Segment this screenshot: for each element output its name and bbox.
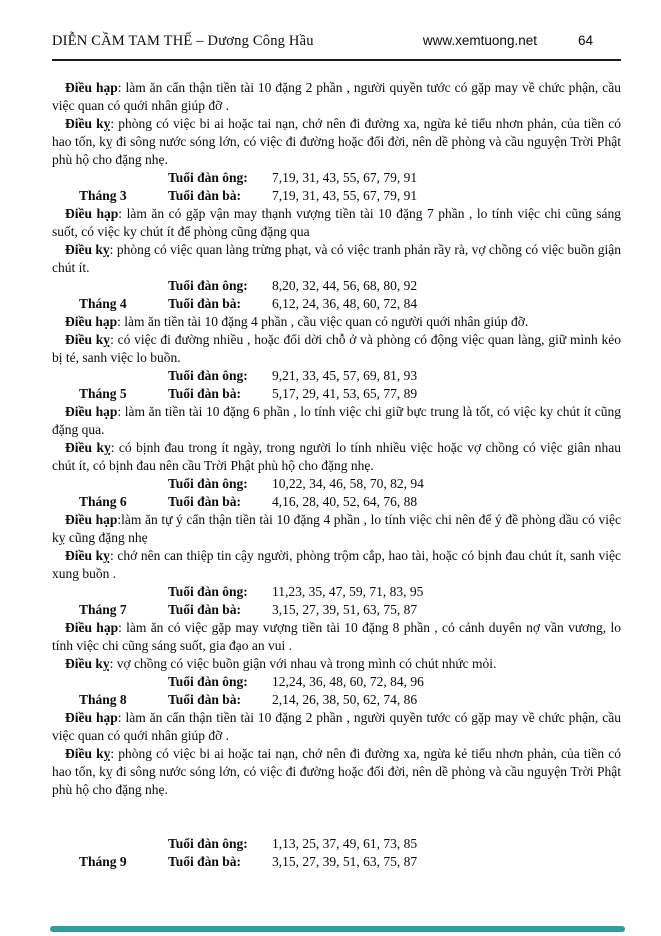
entry-label: Điều hạp [65,404,118,419]
ages-values: 12,24, 36, 48, 60, 72, 84, 96 [272,674,424,689]
month-label [52,277,168,295]
month-label: Tháng 3 [79,188,127,203]
month-label: Tháng 8 [79,692,127,707]
ages-row [52,169,621,187]
ages-label: Tuổi đàn ông: [168,368,248,383]
ages-values: 10,22, 34, 46, 58, 70, 82, 94 [272,476,424,491]
entry-text: : vợ chồng có việc buồn giận với nhau và trong mình có chút nhức mỏi. [109,656,497,671]
month-label: Tháng 5 [79,386,127,401]
dieu-ky-paragraph [52,745,621,799]
ages-label: Tuổi đàn bà: [168,494,242,509]
month-label: Tháng 4 [79,296,127,311]
month-label: Tháng 9 [79,854,127,869]
entry-label: Điều hạp [65,620,119,635]
ages-values: 8,20, 32, 44, 56, 68, 80, 92 [272,278,418,293]
dieu-ky-paragraph [52,115,621,169]
entry-label: Điều hạp [65,710,118,725]
ages-label: Tuổi đàn ông: [168,170,248,185]
ages-row [52,277,621,295]
entry-text: :làm ăn tự ý cẩn thận tiền tài 10 đặng 4 phần , lo tính việc chi nên để ý đề phòng dầu có việc kỵ cũng đặng nhẹ [52,512,621,545]
ages-row [52,187,621,205]
ages-values: 7,19, 31, 43, 55, 67, 79, 91 [272,170,418,185]
entry-label: Điều kỵ [65,746,111,761]
ages-row [52,367,621,385]
ages-row [52,853,621,871]
entry-label: Điều kỵ [65,242,110,257]
entry-label: Điều kỵ [65,548,110,563]
document-body [52,79,621,871]
ages-row [52,475,621,493]
ages-row [52,691,621,709]
entry-label: Điều hạp [65,512,118,527]
entry-label: Điều kỵ [65,440,111,455]
entry-text: : chớ nên can thiệp tin cậy người, phòng trộm cắp, hao tài, hoặc có bịnh đau chút ít, sanh việc xung buồn . [52,548,622,581]
ages-values: 11,23, 35, 47, 59, 71, 83, 95 [272,584,424,599]
ages-label: Tuổi đàn bà: [168,188,242,203]
ages-label: Tuổi đàn ông: [168,836,248,851]
entry-text: : có bịnh đau trong ít ngày, trong người lo tính nhiều việc hoặc vợ chồng có việc giân nhau chút ít, có bịnh đau nên cầu Trời Phật phù hộ cho đặng nhẹ. [52,440,621,473]
horizontal-scrollbar-thumb[interactable] [50,926,625,932]
website-url[interactable]: www.xemtuong.net [422,33,537,48]
ages-row [52,583,621,601]
dieu-hap-paragraph [52,313,621,331]
dieu-ky-paragraph [52,655,621,673]
month-label: Tháng 6 [79,494,127,509]
entry-text: : làm ăn cẩn thận tiền tài 10 đặng 2 phần , người quyền tước có gặp may về chức phận, cầu việc quan có quới nhân giúp đỡ . [52,80,621,113]
entry-text: : làm ăn tiền tài 10 đặng 6 phần , lo tính việc chi giữ bực trung là tốt, có việc ky chút ít cũng đặng qua. [52,404,621,437]
month-label [52,475,168,493]
month-label [52,169,168,187]
dieu-ky-paragraph [52,439,621,475]
entry-text: : phòng có việc bi ai hoặc tai nạn, chớ nên đi đường xa, ngừa kẻ tiểu nhơn phản, của tiền có hao tốn, kỵ đi sông nước sóng lớn, có việc đi đường hoặc đổi đời, nên dề phòng và cầu nguyện Trời Phật phù hộ cho đặng nhẹ. [52,746,622,797]
ages-values: 1,13, 25, 37, 49, 61, 73, 85 [272,836,418,851]
ages-values: 2,14, 26, 38, 50, 62, 74, 86 [272,692,418,707]
ages-values: 3,15, 27, 39, 51, 63, 75, 87 [272,854,418,869]
entry-label: Điều kỵ [65,332,111,347]
ages-row [52,601,621,619]
entry-text: : làm ăn có gặp vận may thạnh vượng tiền tài 10 đặng 7 phần , lo tính việc chi cũng sáng suốt, có việc ky chút ít để phòng cũng đặng qua [52,206,621,239]
entry-label: Điều hạp [65,80,118,95]
dieu-hap-paragraph [52,619,621,655]
ages-label: Tuổi đàn ông: [168,584,248,599]
dieu-hap-paragraph [52,205,621,241]
ages-values: 7,19, 31, 43, 55, 67, 79, 91 [272,188,418,203]
ages-row [52,385,621,403]
month-label [52,583,168,601]
document-title: DIỄN CẦM TAM THẾ – Dương Công Hầu [52,33,314,49]
entry-text: : phòng có việc quan làng trừng phạt, và có việc tranh phản rầy rà, vợ chồng có việc buồn giận chút ít. [52,242,621,275]
ages-label: Tuổi đàn bà: [168,296,242,311]
entry-label: Điều hạp [65,314,118,329]
dieu-ky-paragraph [52,547,621,583]
entry-text: : phòng có việc bi ai hoặc tai nạn, chớ nên đi đường xa, ngừa kẻ tiểu nhơn phản, của tiền có hao tốn, kỵ đi sông nước sóng lớn, có việc đi đường hoặc đổi đời, nên dề phòng và cầu nguyện Trời Phật phù hộ cho đặng nhẹ. [52,116,622,167]
month-label [52,367,168,385]
ages-values: 4,16, 28, 40, 52, 64, 76, 88 [272,494,418,509]
month-label [52,673,168,691]
ages-row [52,835,621,853]
page-number: 64 [577,33,593,48]
ages-label: Tuổi đàn bà: [168,386,242,401]
ages-label: Tuổi đàn ông: [168,476,248,491]
entry-text: : làm ăn có việc gặp may vượng tiền tài 10 đặng 8 phần , có cảnh duyên nợ vần vương, lo tính việc chi cũng sáng suốt, gia đạo an vui . [52,620,621,653]
entry-text: : có việc đi đường nhiều , hoặc đổi dời chỗ ở và phòng có động việc quan làng, giữ mình kẻo bị té, sanh việc lo buồn. [52,332,621,365]
entry-label: Điều hạp [65,206,119,221]
ages-label: Tuổi đàn ông: [168,674,248,689]
ages-row [52,295,621,313]
ages-values: 3,15, 27, 39, 51, 63, 75, 87 [272,602,418,617]
dieu-ky-paragraph [52,331,621,367]
section-gap [52,799,621,835]
dieu-hap-paragraph [52,709,621,745]
ages-values: 6,12, 24, 36, 48, 60, 72, 84 [272,296,418,311]
dieu-hap-paragraph [52,79,621,115]
ages-row [52,493,621,511]
ages-label: Tuổi đàn bà: [168,692,242,707]
page-header [52,33,621,61]
ages-label: Tuổi đàn bà: [168,602,242,617]
ages-values: 5,17, 29, 41, 53, 65, 77, 89 [272,386,418,401]
dieu-ky-paragraph [52,241,621,277]
dieu-hap-paragraph [52,511,621,547]
ages-label: Tuổi đàn bà: [168,854,242,869]
ages-values: 9,21, 33, 45, 57, 69, 81, 93 [272,368,418,383]
entry-text: : làm ăn tiền tài 10 đặng 4 phần , cầu việc quan có người quới nhân giúp đỡ. [117,314,529,329]
entry-label: Điều kỵ [65,656,110,671]
month-label: Tháng 7 [79,602,127,617]
entry-text: : làm ăn cẩn thận tiền tài 10 đặng 2 phần , người quyền tước có gặp may về chức phận, cầu việc quan có quới nhân giúp đỡ . [52,710,621,743]
ages-label: Tuổi đàn ông: [168,278,248,293]
dieu-hap-paragraph [52,403,621,439]
month-label [52,835,168,853]
ages-row [52,673,621,691]
entry-label: Điều kỵ [65,116,111,131]
